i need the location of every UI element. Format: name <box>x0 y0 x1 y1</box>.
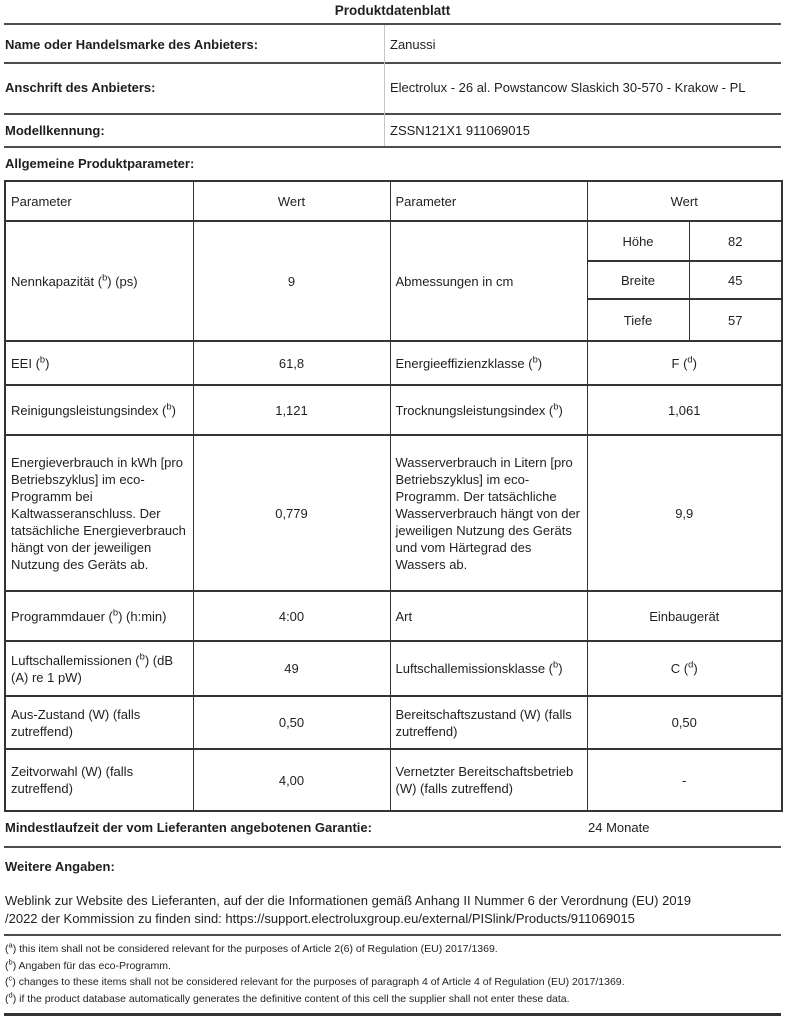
water-consumption-value-cell: 9,9 <box>587 435 782 591</box>
footnote-post: ) if the product database automatically generates the definitive content of this cell the supplier shall not enter these data. <box>12 992 570 1005</box>
footnote-post: ) this item shall not be considered relevant for the purposes of Article 2(6) of Regulation (EU) 2017/1369. <box>12 943 498 955</box>
label-sup: b <box>532 354 538 365</box>
header-wert-right: Wert <box>587 181 782 221</box>
label-post: ) (h:min) <box>118 608 167 624</box>
noise-class-label-cell <box>390 641 587 696</box>
divider <box>4 23 781 25</box>
standby-value-cell: 0,50 <box>587 696 782 749</box>
label-post: ) (ps) <box>107 273 138 289</box>
label-sup: b <box>112 607 119 618</box>
weblink-text: Weblink zur Website des Lieferanten, auf der die Informationen gemäß Anhang II Nummer 6 der Verordnung (EU) 2019 /2022 der Kommission zu finden sind: https://support.electroluxgroup.eu/external/PISlink/Products/911069015 <box>5 893 692 926</box>
product-parameters-table <box>4 180 783 812</box>
value-sup: d <box>687 354 693 365</box>
footnote-sup: b <box>8 957 13 966</box>
energy-consumption-value-cell: 0,779 <box>193 435 390 591</box>
label-pre: Nennkapazität ( <box>11 273 103 289</box>
model-identifier-value: ZSSN121X1 911069015 <box>390 123 530 138</box>
noise-emission-label-cell <box>5 641 193 696</box>
table-row-cleaning-index <box>5 385 782 435</box>
footnote-d <box>5 991 780 1008</box>
dimension-breite-value: 45 <box>689 261 782 299</box>
supplier-name-label: Name oder Handelsmarke des Anbieters: <box>5 37 259 52</box>
label-pre: Reinigungsleistungsindex ( <box>11 402 167 418</box>
energy-class-label-cell <box>390 341 587 385</box>
label-post: ) <box>558 402 563 418</box>
dimension-tiefe-value: 57 <box>689 299 782 341</box>
header-parameter-left: Parameter <box>5 181 193 221</box>
footnote-sup: a <box>8 940 13 950</box>
label-pre: Programmdauer ( <box>11 608 113 624</box>
label-sup: b <box>166 401 172 412</box>
header-wert-left: Wert <box>193 181 390 221</box>
table-row-noise <box>5 641 782 696</box>
value-sup: d <box>688 659 694 670</box>
label-pre: Trocknungsleistungsindex ( <box>395 402 554 418</box>
programme-duration-label-cell <box>5 591 193 641</box>
capacity-value-cell: 9 <box>193 221 390 341</box>
section-heading: Allgemeine Produktparameter: <box>5 156 195 171</box>
label-post: ) <box>558 661 563 676</box>
eei-value-cell: 61,8 <box>193 341 390 385</box>
label-pre: EEI ( <box>11 355 40 371</box>
table-row-consumption <box>5 435 782 591</box>
label-post: ) <box>45 355 50 371</box>
label-pre: Energieeffizienzklasse ( <box>395 355 533 371</box>
dimensions-label-cell: Abmessungen in cm <box>390 221 587 341</box>
further-info-heading: Weitere Angaben: <box>5 859 115 874</box>
bottom-divider <box>4 1013 781 1016</box>
divider <box>4 934 781 936</box>
header-parameter-right: Parameter <box>390 181 587 221</box>
dimension-breite-name: Breite <box>587 261 689 299</box>
footnote-b <box>5 958 780 975</box>
guarantee-value: 24 Monate <box>588 820 650 835</box>
supplier-name-value: Zanussi <box>390 37 436 52</box>
energy-class-value-cell <box>587 341 782 385</box>
table-header-row <box>5 181 782 221</box>
footnote-post: ) changes to these items shall not be considered relevant for the purposes of paragraph 4 of Article 4 of Regulation (EU) 2017/1369. <box>12 976 625 988</box>
label-pre: Luftschallemissionen ( <box>11 652 140 668</box>
footnote-pre: ( <box>5 959 9 972</box>
dimension-hoehe-name: Höhe <box>587 221 689 261</box>
table-row-capacity <box>5 221 782 261</box>
column-divider <box>384 25 385 146</box>
footnote-pre: ( <box>5 943 9 955</box>
guarantee-label: Mindestlaufzeit der vom Lieferanten angebotenen Garantie: <box>5 820 372 835</box>
delay-start-value-cell: 4,00 <box>193 749 390 811</box>
capacity-label-cell <box>5 221 193 341</box>
footnote-sup: d <box>8 990 13 999</box>
footnote-a <box>5 941 780 958</box>
programme-duration-value-cell: 4:00 <box>193 591 390 641</box>
cleaning-index-value-cell: 1,121 <box>193 385 390 435</box>
label-post: ) <box>171 402 176 418</box>
footnote-post: ) Angaben für das eco-Programm. <box>12 959 171 972</box>
drying-index-label-cell <box>390 385 587 435</box>
networked-standby-value-cell: - <box>587 749 782 811</box>
label-sup: b <box>102 272 108 283</box>
off-mode-value-cell: 0,50 <box>193 696 390 749</box>
footnote-pre: ( <box>5 976 9 988</box>
dimension-hoehe-value: 82 <box>689 221 782 261</box>
delay-start-label-cell: Zeitvorwahl (W) (falls zutreffend) <box>5 749 193 811</box>
label-post: ) <box>537 355 543 371</box>
water-consumption-label-cell: Wasserverbrauch in Litern [pro Betriebszyklus] im eco-Programm. Der tatsächliche Wasserverbrauch hängt von der jeweiligen Nutzung des Geräts und vom Härtegrad des Wassers ab. <box>390 435 587 591</box>
energy-consumption-label-cell: Energieverbrauch in kWh [pro Betriebszyklus] im eco-Programm bei Kaltwasseranschluss. Der tatsächliche Energieverbrauch hängt von der jeweiligen Nutzung des Geräts ab. <box>5 435 193 591</box>
cleaning-index-label-cell <box>5 385 193 435</box>
label-pre: Luftschallemissionsklasse ( <box>395 661 554 676</box>
table-row-duration <box>5 591 782 641</box>
supplier-address-value: Electrolux - 26 al. Powstancow Slaskich 30-570 - Krakow - PL <box>390 80 746 95</box>
divider <box>4 62 781 64</box>
footnote-pre: ( <box>5 992 9 1005</box>
eei-label-cell <box>5 341 193 385</box>
noise-class-value-cell <box>587 641 782 696</box>
label-sup: b <box>39 354 46 365</box>
label-sup: b <box>553 659 559 670</box>
value-pre: F ( <box>671 355 688 371</box>
noise-emission-value-cell: 49 <box>193 641 390 696</box>
drying-index-value-cell: 1,061 <box>587 385 782 435</box>
label-post: ) (dB (A) re 1 pW) <box>11 652 173 685</box>
label-sup: b <box>139 651 145 662</box>
divider <box>4 113 781 115</box>
table-row-delay-start <box>5 749 782 811</box>
table-row-eei <box>5 341 782 385</box>
value-post: ) <box>692 355 697 371</box>
value-pre: C ( <box>670 661 689 676</box>
dimension-tiefe-name: Tiefe <box>587 299 689 341</box>
footnote-c <box>5 974 780 991</box>
value-post: ) <box>693 661 698 676</box>
model-identifier-label: Modellkennung: <box>5 123 105 138</box>
type-label-cell: Art <box>390 591 587 641</box>
divider <box>4 146 781 148</box>
type-value-cell: Einbaugerät <box>587 591 782 641</box>
networked-standby-label-cell: Vernetzter Bereitschaftsbetrieb (W) (falls zutreffend) <box>390 749 587 811</box>
table-row-off-mode <box>5 696 782 749</box>
divider <box>4 846 781 848</box>
standby-label-cell: Bereitschaftszustand (W) (falls zutreffend) <box>390 696 587 749</box>
off-mode-label-cell: Aus-Zustand (W) (falls zutreffend) <box>5 696 193 749</box>
supplier-address-label: Anschrift des Anbieters: <box>5 80 156 95</box>
page-title: Produktdatenblatt <box>334 3 451 18</box>
label-sup: b <box>553 401 559 412</box>
footnote-sup: c <box>8 973 13 983</box>
